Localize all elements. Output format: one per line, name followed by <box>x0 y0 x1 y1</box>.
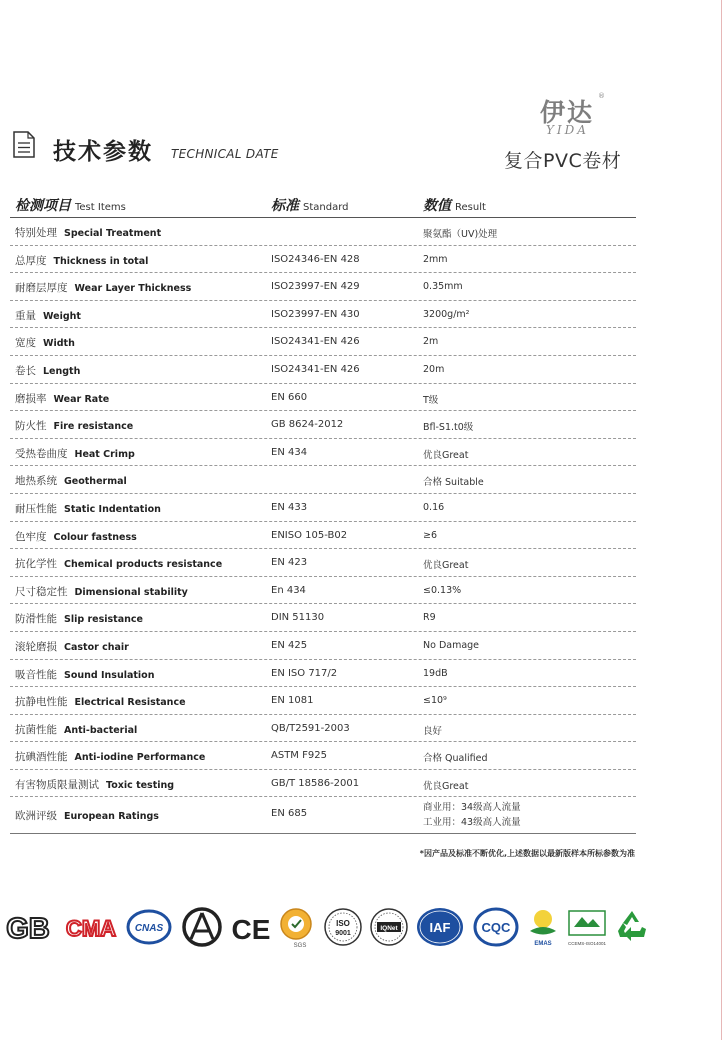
table-row <box>10 246 636 274</box>
registered-mark: ® <box>598 92 605 100</box>
standard-cell: EN ISO 717/2 <box>271 667 338 679</box>
table-row <box>10 356 636 384</box>
svg-text:ISO: ISO <box>336 919 350 928</box>
svg-text:SGS: SGS <box>293 943 307 949</box>
svg-text:9001: 9001 <box>335 930 351 937</box>
page-subtitle: TECHNICAL DATE <box>171 147 279 161</box>
sgs-logo <box>278 905 318 949</box>
table-row <box>10 494 636 522</box>
item-cell: 抗静电性能 Electrical Resistance <box>15 696 186 709</box>
gb-logo <box>0 905 56 949</box>
standard-cell: GB/T 18586-2001 <box>271 777 360 789</box>
standard-cell: En 434 <box>271 584 306 596</box>
table-row <box>10 577 636 605</box>
item-cell: 有害物质限量测试 Toxic testing <box>15 778 175 791</box>
svg-text:IAF: IAF <box>429 920 451 935</box>
standard-cell: DIN 51130 <box>271 612 325 624</box>
footnote: *因产品及标准不断优化,上述数据以最新版样本所标参数为准 <box>419 849 635 858</box>
result-cell: 优良Great <box>423 560 469 572</box>
result-cell: 19dB <box>423 667 448 679</box>
svg-text:EMAS: EMAS <box>534 941 552 947</box>
standard-cell: ASTM F925 <box>271 750 327 762</box>
column-header-result: 数值 Result <box>423 198 486 214</box>
column-header-standard: 标准 Standard <box>271 198 349 214</box>
svg-text:CE: CE <box>231 914 271 945</box>
table-row <box>10 411 636 439</box>
result-line-commercial: 商业用：34级高人流量 <box>423 802 521 814</box>
result-cell: 优良Great <box>423 780 469 792</box>
result-cell: T级 <box>423 394 439 406</box>
table-row <box>10 632 636 660</box>
certification-logos <box>0 905 722 951</box>
result-cell: ≥6 <box>423 529 438 541</box>
item-cell: 防火性 Fire resistance <box>15 420 134 433</box>
item-cell: 滚轮磨损 Castor chair <box>15 640 129 653</box>
table-row <box>10 687 636 715</box>
result-cell: ≤10⁹ <box>423 695 447 707</box>
document-icon <box>13 131 35 158</box>
result-cell: 优良Great <box>423 449 469 461</box>
brand-logo-cn: 伊达 <box>540 98 595 127</box>
item-cell: 抗化学性 Chemical products resistance <box>15 558 223 571</box>
standard-cell: EN 660 <box>271 391 308 403</box>
table-row <box>10 328 636 356</box>
result-cell: 20m <box>423 363 445 375</box>
technical-data-table <box>10 189 636 834</box>
table-row <box>10 715 636 743</box>
item-cell: 特别处理 Special Treatment <box>15 227 162 239</box>
standard-cell: EN 423 <box>271 557 308 569</box>
standard-cell: GB 8624-2012 <box>271 419 344 431</box>
svg-text:IQNet: IQNet <box>380 925 398 932</box>
result-cell: 0.16 <box>423 501 445 513</box>
result-cell <box>423 800 521 830</box>
table-row <box>10 549 636 577</box>
table-row <box>10 770 636 798</box>
result-cell: 良好 <box>423 725 443 737</box>
ce-logo <box>230 905 272 949</box>
item-cell: 抗菌性能 Anti-bacterial <box>15 723 138 736</box>
table-row <box>10 301 636 329</box>
item-cell: 磨损率 Wear Rate <box>15 392 110 405</box>
standard-cell: ENISO 105-B02 <box>271 529 348 541</box>
standard-cell: ISO24341-EN 426 <box>271 336 360 348</box>
standard-cell: QB/T2591-2003 <box>271 722 350 734</box>
svg-text:CMA: CMA <box>65 916 117 941</box>
emas-logo <box>526 905 560 949</box>
item-cell: 尺寸稳定性 Dimensional stability <box>15 585 188 598</box>
standard-cell: EN 685 <box>271 808 308 820</box>
svg-text:CQC: CQC <box>481 920 511 935</box>
recycle-icon <box>614 905 650 949</box>
result-cell: 合格 Qualified <box>423 753 488 765</box>
table-row <box>10 604 636 632</box>
table-row <box>10 660 636 688</box>
result-line-industrial: 工业用：43级高人流量 <box>423 817 521 829</box>
standard-cell: ISO24341-EN 426 <box>271 363 360 375</box>
item-cell: 色牢度 Colour fastness <box>15 530 137 543</box>
result-cell: ≤0.13% <box>423 584 462 596</box>
result-cell: 2mm <box>423 253 448 265</box>
iqnet-logo <box>369 905 409 949</box>
item-cell: 重量 Weight <box>15 309 81 322</box>
cnas-logo <box>126 905 172 949</box>
item-cell: 宽度 Width <box>15 337 75 350</box>
table-row <box>10 384 636 412</box>
result-cell: 合格 Suitable <box>423 477 484 489</box>
iaf-logo <box>415 905 465 949</box>
table-row <box>10 797 636 834</box>
result-cell: Bfl-S1.t0级 <box>423 422 474 434</box>
page-title: 技术参数 <box>53 139 153 165</box>
ccems-logo <box>566 905 608 949</box>
standard-cell: ISO23997-EN 430 <box>271 308 360 320</box>
standard-cell: EN 425 <box>271 639 308 651</box>
svg-text:GB: GB <box>6 913 50 945</box>
item-cell: 地热系统 Geothermal <box>15 475 127 488</box>
item-cell: 抗碘酒性能 Anti-iodine Performance <box>15 751 206 764</box>
table-row <box>10 742 636 770</box>
result-cell: No Damage <box>423 639 480 651</box>
item-cell: 吸音性能 Sound Insulation <box>15 668 155 681</box>
item-cell: 防滑性能 Slip resistance <box>15 613 143 626</box>
ccc-logo <box>180 905 224 949</box>
standard-cell: EN 433 <box>271 501 308 513</box>
standard-cell: EN 434 <box>271 446 308 458</box>
standard-cell: ISO23997-EN 429 <box>271 281 360 293</box>
standard-cell: ISO24346-EN 428 <box>271 253 360 265</box>
item-cell: 耐压性能 Static Indentation <box>15 502 161 515</box>
item-cell: 耐磨层厚度 Wear Layer Thickness <box>15 282 192 295</box>
cma-logo <box>64 905 118 949</box>
table-row <box>10 466 636 494</box>
item-cell: 总厚度 Thickness in total <box>15 254 149 267</box>
item-cell: 受热卷曲度 Heat Crimp <box>15 447 135 460</box>
standard-cell: EN 1081 <box>271 695 314 707</box>
table-row <box>10 439 636 467</box>
item-cell: 卷长 Length <box>15 364 81 377</box>
result-cell: 0.35mm <box>423 281 463 293</box>
table-row <box>10 273 636 301</box>
result-cell: 2m <box>423 336 439 348</box>
table-header <box>10 189 636 218</box>
cqc-logo <box>473 905 519 949</box>
svg-text:CCEMS-ISO14001: CCEMS-ISO14001 <box>567 941 607 946</box>
brand-logo-en: YIDA <box>546 123 589 137</box>
table-row <box>10 218 636 246</box>
item-cell: 欧洲评级 European Ratings <box>15 810 159 823</box>
iso9001-logo <box>323 905 363 949</box>
result-cell: 3200g/m² <box>423 308 470 320</box>
result-cell: 聚氨酯（UV)处理 <box>423 229 498 240</box>
column-header-test-items: 检测项目 Test Items <box>15 198 126 214</box>
result-cell: R9 <box>423 612 436 624</box>
svg-text:CNAS: CNAS <box>134 923 164 934</box>
product-name: 复合PVC卷材 <box>504 150 622 172</box>
table-row <box>10 522 636 550</box>
